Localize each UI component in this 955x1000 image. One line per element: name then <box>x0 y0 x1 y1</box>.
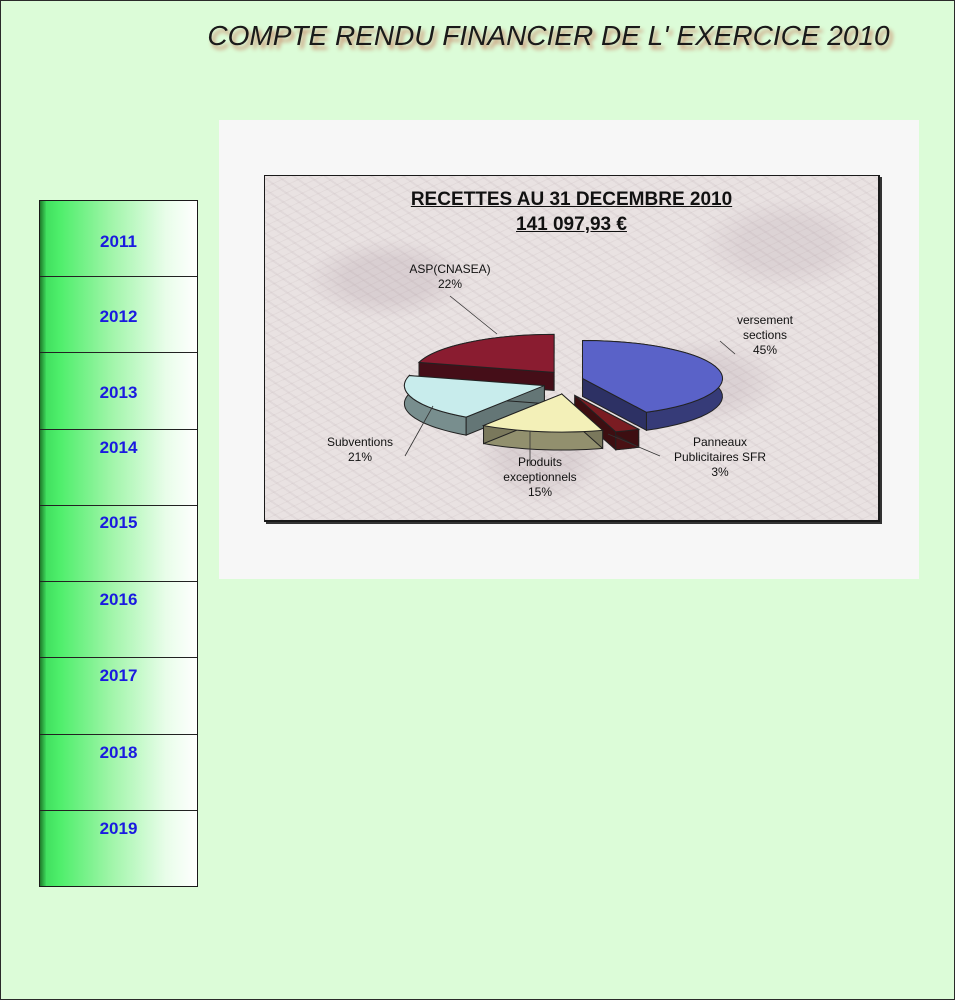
leader-line <box>720 341 735 354</box>
year-nav <box>39 200 198 887</box>
slice-label: Subventions 21% <box>326 435 394 464</box>
pie-svg <box>265 176 878 520</box>
chart-title: RECETTES AU 31 DECEMBRE 2010 <box>410 189 733 210</box>
nav-item-2017[interactable] <box>40 658 197 734</box>
nav-label: 2018 <box>99 742 138 762</box>
nav-item-2012[interactable] <box>40 277 197 353</box>
nav-item-2011[interactable] <box>40 201 197 277</box>
nav-item-2016[interactable] <box>40 582 197 658</box>
nav-label: 2019 <box>99 818 138 838</box>
chart-subtitle: 141 097,93 € <box>516 214 627 235</box>
leader-line <box>450 296 497 334</box>
nav-item-2013[interactable] <box>40 353 197 429</box>
nav-item-2015[interactable] <box>40 506 197 582</box>
nav-item-2019[interactable] <box>40 811 197 886</box>
page-title: COMPTE RENDU FINANCIER DE L' EXERCICE 2010 <box>207 20 890 51</box>
chart-image <box>219 120 919 579</box>
nav-item-2014[interactable] <box>40 430 197 506</box>
nav-item-2018[interactable] <box>40 735 197 811</box>
slice-label: versement sections 45% <box>736 313 794 357</box>
slice-label: ASP(CNASEA) 22% <box>409 262 491 291</box>
slice-label: Produits exceptionnels 15% <box>503 455 577 499</box>
nav-label: 2016 <box>99 590 138 610</box>
nav-label: 2017 <box>99 666 138 686</box>
nav-label: 2014 <box>99 437 138 457</box>
slice-label: Panneaux Publicitaires SFR 3% <box>673 435 767 479</box>
nav-label: 2015 <box>99 512 138 532</box>
pie-chart <box>264 175 880 522</box>
nav-label: 2012 <box>99 307 138 327</box>
nav-label: 2013 <box>99 383 138 403</box>
nav-label: 2011 <box>100 232 137 251</box>
